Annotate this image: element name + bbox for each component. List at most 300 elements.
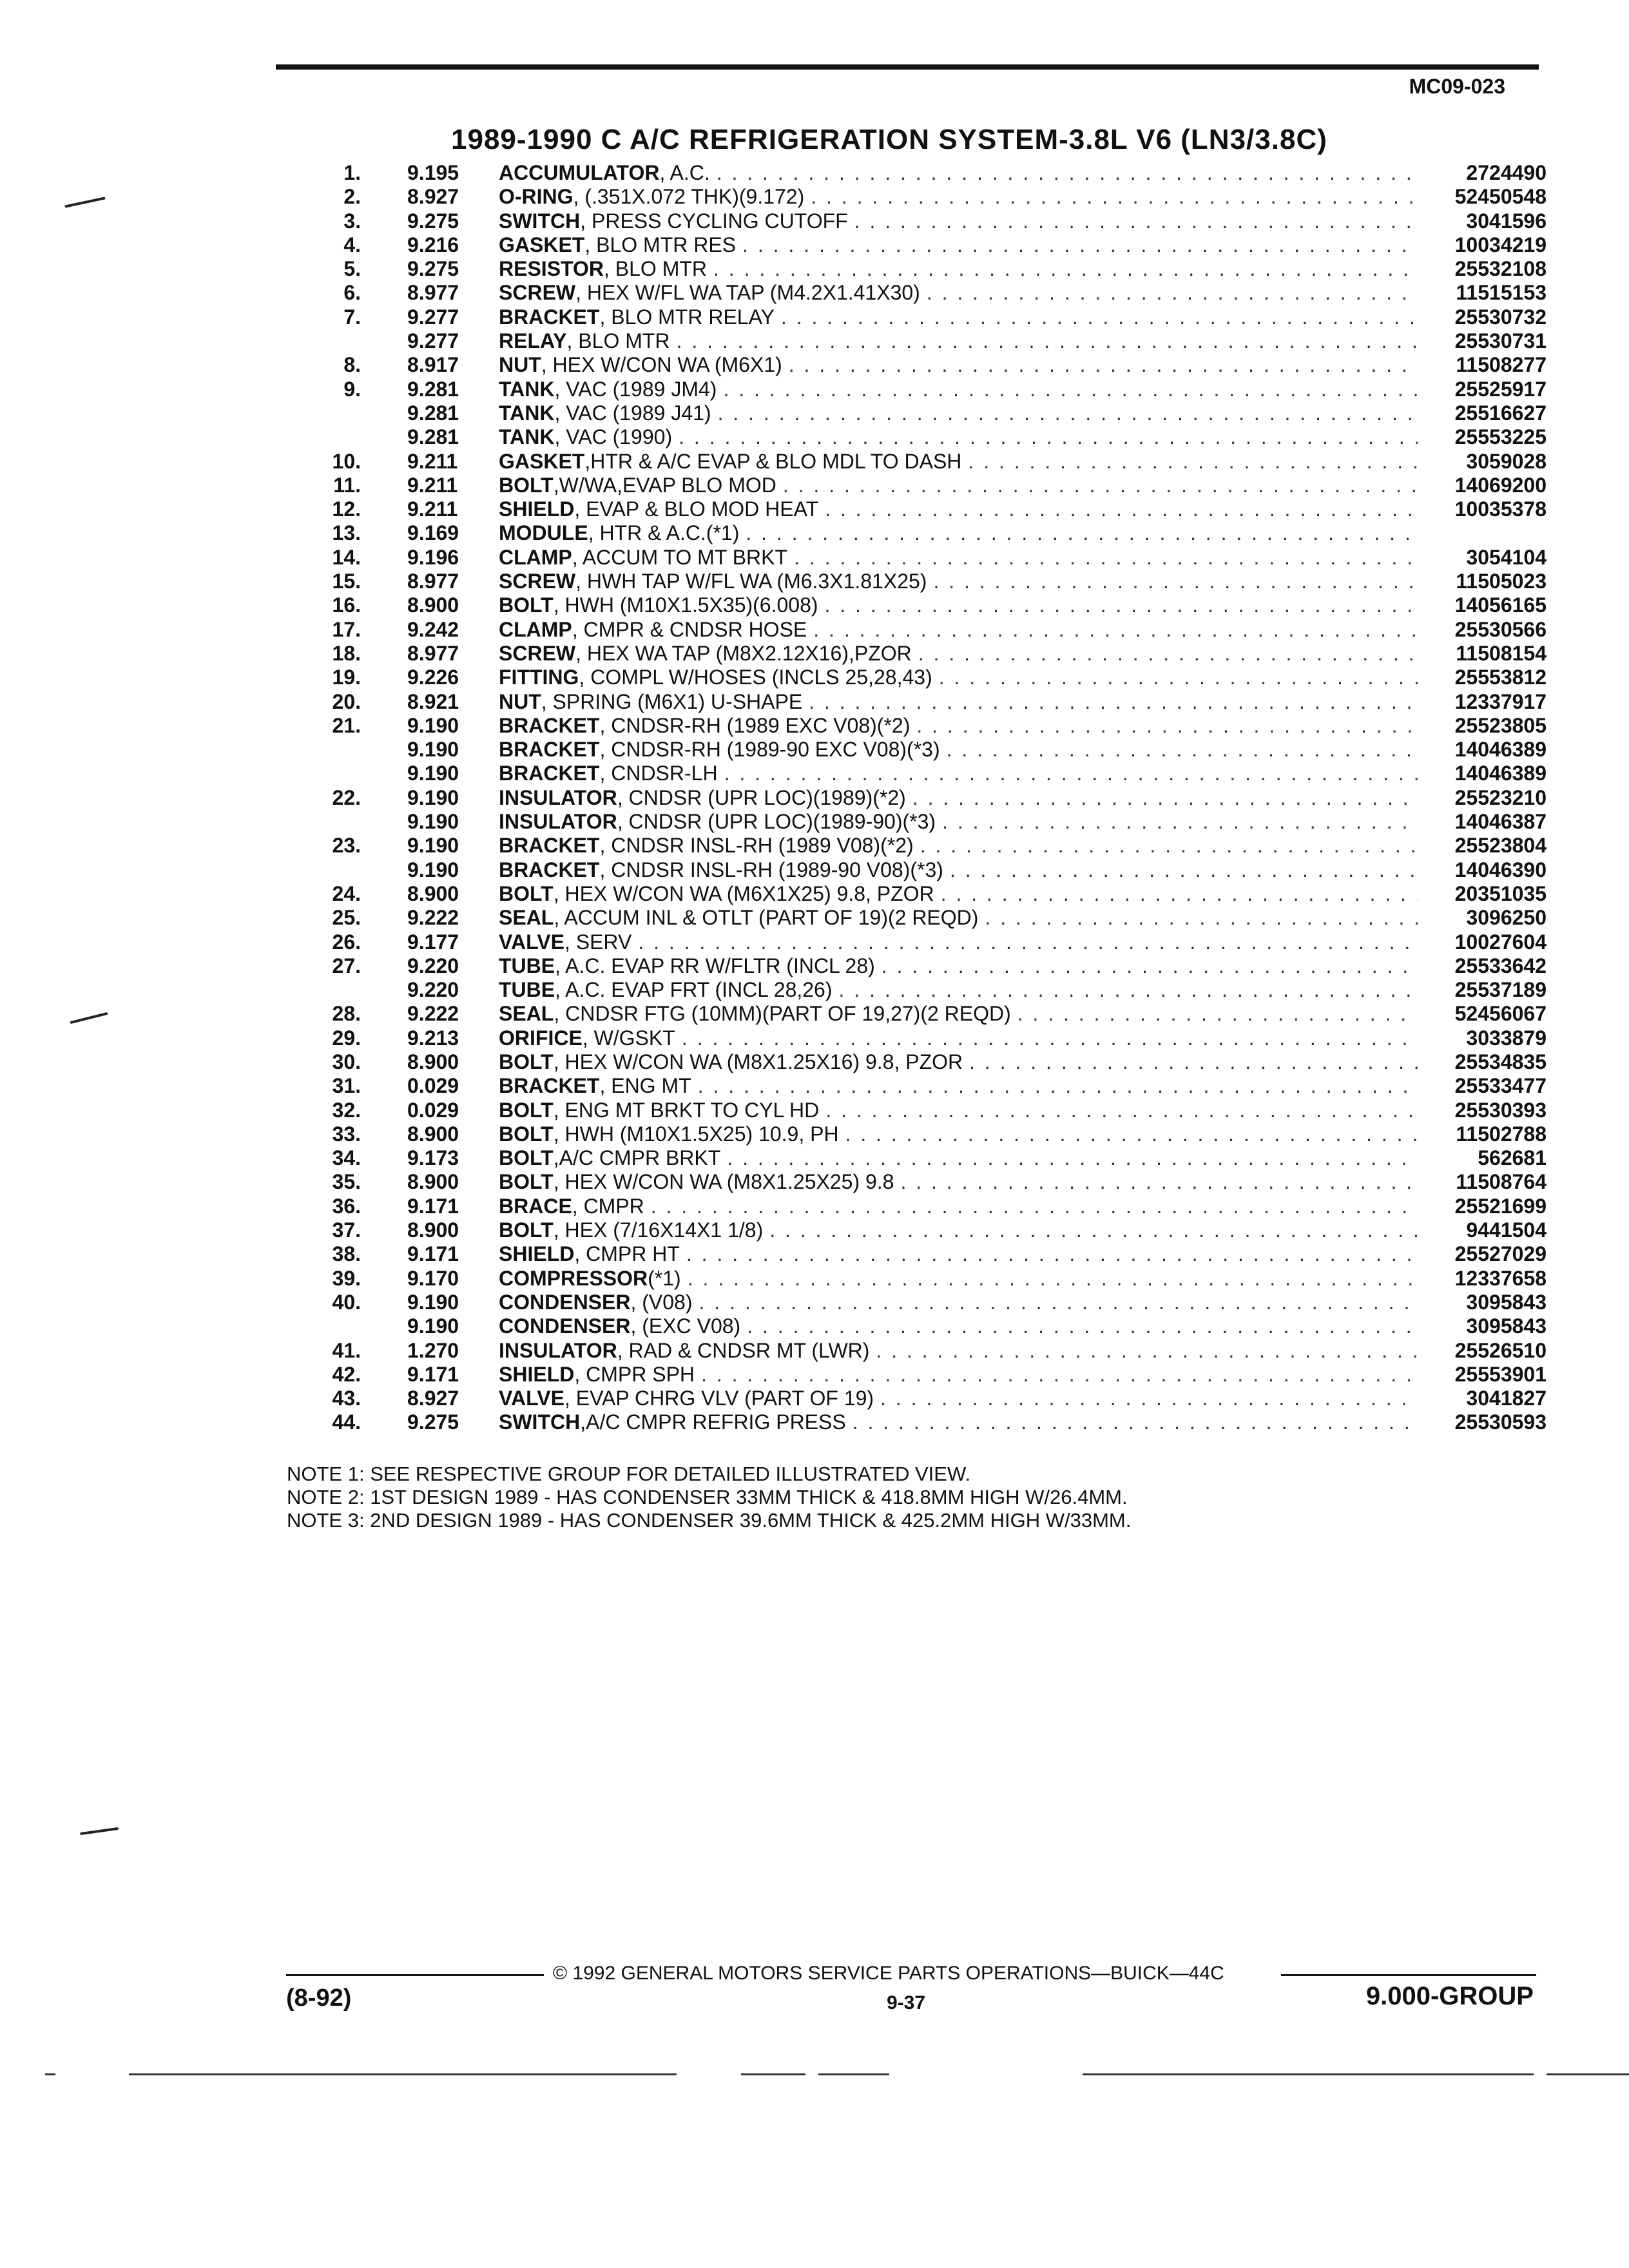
group-number: 9.190 bbox=[407, 785, 459, 809]
part-name: INSULATOR bbox=[499, 810, 617, 834]
part-detail: , CNDSR-RH (1989 EXC V08)(*2) bbox=[599, 713, 911, 737]
dot-leader bbox=[869, 1339, 1418, 1363]
part-name: CONDENSER bbox=[499, 1290, 631, 1314]
part-number: 25523210 bbox=[1454, 785, 1547, 809]
group-number: 9.277 bbox=[407, 329, 459, 353]
item-number: 24. bbox=[332, 881, 361, 905]
part-number: 11505023 bbox=[1456, 570, 1547, 593]
group-number: 8.927 bbox=[407, 1387, 459, 1410]
group-number: 1.270 bbox=[407, 1338, 459, 1362]
item-number: 25. bbox=[332, 906, 361, 930]
group-number: 9.222 bbox=[407, 906, 459, 930]
part-description bbox=[499, 1074, 1418, 1098]
part-detail: , CNDSR-LH bbox=[599, 762, 718, 785]
parts-row bbox=[296, 786, 1547, 810]
part-name: ACCUMULATOR bbox=[499, 161, 660, 184]
part-number: 3033879 bbox=[1466, 1026, 1547, 1050]
group-number: 9.220 bbox=[407, 954, 459, 977]
part-name: BRACKET bbox=[499, 762, 600, 785]
part-number: 25516627 bbox=[1454, 401, 1547, 425]
group-number: 9.190 bbox=[407, 713, 459, 737]
parts-row bbox=[296, 209, 1547, 233]
dot-leader bbox=[978, 906, 1418, 930]
item-number: 35. bbox=[332, 1170, 361, 1194]
part-number: 25525917 bbox=[1454, 377, 1547, 401]
part-description bbox=[499, 1170, 1418, 1194]
part-detail: , VAC (1989 J41) bbox=[554, 401, 711, 425]
part-number: 3054104 bbox=[1466, 545, 1547, 569]
dot-leader bbox=[787, 546, 1418, 570]
dot-leader bbox=[936, 810, 1418, 834]
group-number: 8.977 bbox=[407, 281, 459, 305]
part-description bbox=[499, 378, 1418, 401]
dot-leader bbox=[961, 450, 1418, 474]
dot-leader bbox=[906, 786, 1418, 810]
group-number: 8.977 bbox=[407, 641, 459, 665]
part-detail: , BLO MTR RELAY bbox=[599, 305, 775, 329]
part-name: SWITCH bbox=[499, 209, 581, 233]
group-number: 9.226 bbox=[407, 666, 459, 689]
part-detail: , (V08) bbox=[630, 1290, 693, 1314]
part-detail: , VAC (1990) bbox=[554, 425, 673, 449]
part-detail: , (EXC V08) bbox=[630, 1314, 741, 1338]
part-detail: , EVAP & BLO MOD HEAT bbox=[574, 497, 819, 521]
part-description bbox=[499, 281, 1418, 305]
hole-punch-mark-1 bbox=[64, 197, 105, 207]
item-number: 31. bbox=[332, 1074, 361, 1098]
parts-row bbox=[296, 305, 1547, 329]
item-number: 37. bbox=[332, 1218, 361, 1242]
item-number: 44. bbox=[332, 1410, 361, 1434]
dot-leader bbox=[914, 834, 1418, 858]
group-number: 9.190 bbox=[407, 858, 459, 881]
part-name: BOLT bbox=[499, 1098, 554, 1122]
part-name: TUBE bbox=[499, 978, 555, 1002]
group-number: 9.275 bbox=[407, 209, 459, 233]
part-description bbox=[499, 1410, 1418, 1434]
parts-row bbox=[296, 1410, 1547, 1434]
part-detail: , HWH (M10X1.5X35)(6.008) bbox=[553, 593, 818, 617]
dot-leader bbox=[644, 1195, 1418, 1218]
part-name: FITTING bbox=[499, 666, 579, 689]
part-name: INSULATOR bbox=[499, 1338, 617, 1362]
hole-punch-mark-3 bbox=[80, 1827, 119, 1835]
dot-leader bbox=[932, 666, 1418, 689]
group-number: 0.029 bbox=[407, 1074, 459, 1098]
group-number: 9.216 bbox=[407, 233, 459, 256]
dot-leader bbox=[963, 1050, 1418, 1074]
part-number: 10034219 bbox=[1454, 233, 1547, 256]
part-detail: , HEX W/FL WA TAP (M4.2X1.41X30) bbox=[575, 281, 920, 305]
part-number: 11508764 bbox=[1456, 1170, 1547, 1194]
part-number: 14046389 bbox=[1454, 738, 1547, 762]
part-description bbox=[499, 161, 1418, 185]
parts-row bbox=[296, 930, 1547, 954]
part-name: BRACKET bbox=[499, 834, 600, 858]
group-number: 9.281 bbox=[407, 377, 459, 401]
part-detail: , ENG MT bbox=[599, 1074, 691, 1098]
part-description bbox=[499, 305, 1418, 329]
part-description bbox=[499, 593, 1418, 617]
part-description bbox=[499, 209, 1418, 233]
part-description bbox=[499, 1314, 1418, 1338]
part-name: ORIFICE bbox=[499, 1026, 583, 1050]
scan-artifact-dash bbox=[45, 2073, 55, 2075]
part-number: 10027604 bbox=[1454, 930, 1547, 954]
part-description bbox=[499, 1387, 1418, 1410]
group-number: 9.177 bbox=[407, 930, 459, 954]
group-number: 9.195 bbox=[407, 161, 459, 184]
item-number: 36. bbox=[332, 1194, 361, 1218]
dot-leader bbox=[672, 425, 1418, 449]
item-number: 38. bbox=[332, 1242, 361, 1266]
part-description bbox=[499, 353, 1418, 377]
part-number: 25532108 bbox=[1454, 257, 1547, 281]
group-number: 8.977 bbox=[407, 570, 459, 593]
item-number: 26. bbox=[332, 930, 361, 954]
group-number: 9.171 bbox=[407, 1242, 459, 1266]
item-number: 33. bbox=[332, 1122, 361, 1146]
copyright-text: © 1992 GENERAL MOTORS SERVICE PARTS OPERATIONS—BUICK—44C bbox=[553, 1963, 1224, 1984]
parts-row bbox=[296, 1122, 1547, 1146]
part-detail: ,HTR & A/C EVAP & BLO MDL TO DASH bbox=[584, 449, 962, 473]
part-detail: (*1) bbox=[648, 1266, 681, 1290]
part-number: 52456067 bbox=[1454, 1002, 1547, 1026]
item-number: 8. bbox=[343, 353, 361, 377]
part-name: CLAMP bbox=[499, 617, 572, 641]
item-number: 32. bbox=[332, 1098, 361, 1122]
part-description bbox=[499, 834, 1418, 858]
part-detail: , CMPR & CNDSR HOSE bbox=[572, 617, 807, 641]
dot-leader bbox=[675, 1026, 1418, 1050]
item-number: 1. bbox=[343, 161, 361, 184]
part-description bbox=[499, 546, 1418, 570]
part-name: INSULATOR bbox=[499, 785, 617, 809]
part-name: BRACKET bbox=[499, 1074, 600, 1098]
part-description bbox=[499, 810, 1418, 834]
document-code: MC09-023 bbox=[1409, 75, 1505, 98]
parts-row bbox=[296, 666, 1547, 689]
group-number: 8.900 bbox=[407, 1122, 459, 1146]
part-description bbox=[499, 1146, 1418, 1170]
part-name: SHIELD bbox=[499, 1242, 575, 1266]
parts-list bbox=[296, 161, 1547, 1435]
part-number: 11502788 bbox=[1456, 1122, 1547, 1146]
part-number: 3041827 bbox=[1466, 1387, 1547, 1410]
dot-leader bbox=[740, 1314, 1418, 1338]
part-number: 25521699 bbox=[1454, 1194, 1547, 1218]
part-detail: ,A/C CMPR REFRIG PRESS bbox=[580, 1410, 846, 1434]
footer-rule-left bbox=[286, 1974, 544, 1976]
revision-date: (8-92) bbox=[286, 1984, 352, 2012]
part-number: 11508154 bbox=[1456, 641, 1547, 665]
parts-row bbox=[296, 570, 1547, 593]
group-number: 9.211 bbox=[407, 473, 458, 497]
part-name: MODULE bbox=[499, 521, 588, 545]
part-detail: , BLO MTR bbox=[604, 257, 708, 281]
dot-leader bbox=[920, 281, 1418, 305]
group-number: 8.900 bbox=[407, 881, 459, 905]
part-detail: , CNDSR-RH (1989-90 EXC V08)(*3) bbox=[599, 738, 940, 762]
part-name: BOLT bbox=[499, 593, 554, 617]
part-description bbox=[499, 1218, 1418, 1242]
part-number: 12337658 bbox=[1454, 1266, 1547, 1290]
part-detail: , HEX W/CON WA (M6X1X25) 9.8, PZOR bbox=[553, 881, 934, 905]
item-number: 41. bbox=[332, 1338, 361, 1362]
part-number: 25530566 bbox=[1454, 617, 1547, 641]
part-description bbox=[499, 401, 1418, 425]
part-description bbox=[499, 1050, 1418, 1074]
part-description bbox=[499, 882, 1418, 906]
parts-row bbox=[296, 1242, 1547, 1266]
parts-row bbox=[296, 1291, 1547, 1314]
part-number: 25553225 bbox=[1454, 425, 1547, 449]
notes-section bbox=[287, 1463, 1131, 1532]
item-number: 6. bbox=[343, 281, 361, 305]
dot-leader bbox=[776, 474, 1418, 497]
item-number: 2. bbox=[343, 185, 361, 209]
group-number: 8.900 bbox=[407, 1050, 459, 1073]
part-number: 3059028 bbox=[1466, 449, 1547, 473]
part-description bbox=[499, 425, 1418, 449]
part-description bbox=[499, 786, 1418, 810]
part-detail: , A.C. bbox=[659, 161, 710, 184]
dot-leader bbox=[912, 642, 1418, 666]
part-detail: , A.C. EVAP RR W/FLTR (INCL 28) bbox=[555, 954, 875, 977]
item-number: 19. bbox=[332, 666, 361, 689]
part-name: BRACKET bbox=[499, 305, 600, 329]
part-description bbox=[499, 1242, 1418, 1266]
parts-row bbox=[296, 546, 1547, 570]
part-name: BOLT bbox=[499, 1122, 554, 1146]
group-number: 8.900 bbox=[407, 1218, 459, 1242]
dot-leader bbox=[804, 185, 1418, 209]
part-name: SHIELD bbox=[499, 497, 575, 521]
part-name: SEAL bbox=[499, 1002, 554, 1026]
parts-row bbox=[296, 642, 1547, 666]
item-number: 22. bbox=[332, 785, 361, 809]
part-detail: , RAD & CNDSR MT (LWR) bbox=[617, 1338, 870, 1362]
part-name: VALVE bbox=[499, 1387, 564, 1410]
part-name: TANK bbox=[499, 377, 555, 401]
dot-leader bbox=[839, 1122, 1418, 1146]
page-title: 1989-1990 C A/C REFRIGERATION SYSTEM-3.8L V6 (LN3/3.8C) bbox=[451, 124, 1327, 155]
parts-row bbox=[296, 906, 1547, 930]
parts-row bbox=[296, 233, 1547, 257]
group-number: 9.275 bbox=[407, 1410, 459, 1434]
scan-artifact-line bbox=[1083, 2073, 1534, 2075]
part-description bbox=[499, 978, 1418, 1002]
dot-leader bbox=[681, 1267, 1418, 1291]
item-number: 10. bbox=[332, 449, 361, 473]
group-number: 9.190 bbox=[407, 762, 459, 785]
item-number: 11. bbox=[333, 473, 361, 497]
dot-leader bbox=[720, 1146, 1418, 1170]
part-detail: , CNDSR (UPR LOC)(1989)(*2) bbox=[617, 785, 906, 809]
dot-leader bbox=[775, 305, 1418, 329]
item-number: 16. bbox=[332, 593, 361, 617]
part-description bbox=[499, 497, 1418, 521]
parts-row bbox=[296, 810, 1547, 834]
parts-row bbox=[296, 1170, 1547, 1194]
footer-rule-right bbox=[1281, 1974, 1536, 1976]
part-number: 25523805 bbox=[1454, 713, 1547, 737]
dot-leader bbox=[818, 593, 1418, 617]
part-detail: , HEX (7/16X14X1 1/8) bbox=[553, 1218, 764, 1242]
parts-row bbox=[296, 738, 1547, 762]
dot-leader bbox=[670, 329, 1418, 353]
item-number: 30. bbox=[332, 1050, 361, 1073]
group-number: 9.281 bbox=[407, 401, 459, 425]
group-number: 8.921 bbox=[407, 689, 459, 713]
part-number: 52450548 bbox=[1454, 185, 1547, 209]
part-detail: , ENG MT BRKT TO CYL HD bbox=[553, 1098, 820, 1122]
part-description bbox=[499, 1002, 1418, 1026]
part-name: VALVE bbox=[499, 930, 564, 954]
part-description bbox=[499, 690, 1418, 714]
item-number: 12. bbox=[332, 497, 361, 521]
part-detail: , BLO MTR RES bbox=[584, 233, 737, 256]
parts-row bbox=[296, 425, 1547, 449]
scan-artifact-line bbox=[1547, 2073, 1629, 2075]
part-number: 11508277 bbox=[1456, 353, 1547, 377]
dot-leader bbox=[631, 930, 1418, 954]
dot-leader bbox=[940, 738, 1418, 762]
item-number: 27. bbox=[332, 954, 361, 977]
part-number: 10035378 bbox=[1454, 497, 1547, 521]
part-description bbox=[499, 1339, 1418, 1363]
part-name: TANK bbox=[499, 425, 555, 449]
item-number: 23. bbox=[332, 834, 361, 858]
group-label: 9.000-GROUP bbox=[1365, 1982, 1534, 2010]
part-detail: , HWH TAP W/FL WA (M6.3X1.81X25) bbox=[575, 570, 927, 593]
part-name: RELAY bbox=[499, 329, 567, 353]
part-detail: , HEX W/CON WA (M8X1.25X25) 9.8 bbox=[553, 1170, 894, 1194]
item-number: 40. bbox=[332, 1290, 361, 1314]
parts-row bbox=[296, 1339, 1547, 1363]
part-number: 25530731 bbox=[1454, 329, 1547, 353]
part-description bbox=[499, 1291, 1418, 1314]
group-number: 9.171 bbox=[407, 1194, 459, 1218]
part-detail: , W/GSKT bbox=[582, 1026, 675, 1050]
parts-row bbox=[296, 474, 1547, 497]
dot-leader bbox=[693, 1291, 1418, 1314]
parts-row bbox=[296, 1267, 1547, 1291]
part-name: NUT bbox=[499, 689, 541, 713]
part-description bbox=[499, 714, 1418, 738]
scan-artifact-line bbox=[741, 2073, 805, 2075]
item-number: 4. bbox=[343, 233, 361, 256]
item-number: 3. bbox=[343, 209, 361, 233]
part-description bbox=[499, 1195, 1418, 1218]
part-description bbox=[499, 1099, 1418, 1122]
dot-leader bbox=[894, 1170, 1418, 1194]
item-number: 17. bbox=[332, 617, 361, 641]
group-number: 8.900 bbox=[407, 593, 459, 617]
hole-punch-mark-2 bbox=[70, 1012, 108, 1024]
dot-leader bbox=[927, 570, 1418, 593]
dot-leader bbox=[717, 378, 1418, 401]
part-detail: , SPRING (M6X1) U-SHAPE bbox=[541, 689, 803, 713]
parts-row bbox=[296, 353, 1547, 377]
part-number: 25553901 bbox=[1454, 1362, 1547, 1386]
group-number: 9.222 bbox=[407, 1002, 459, 1026]
part-name: BOLT bbox=[499, 1170, 554, 1194]
parts-row bbox=[296, 1050, 1547, 1074]
parts-row bbox=[296, 1002, 1547, 1026]
part-number: 3096250 bbox=[1466, 906, 1547, 930]
group-number: 9.213 bbox=[407, 1026, 459, 1050]
dot-leader bbox=[710, 161, 1418, 185]
group-number: 8.917 bbox=[407, 353, 459, 377]
parts-row bbox=[296, 1195, 1547, 1218]
parts-row bbox=[296, 281, 1547, 305]
part-number: 25530732 bbox=[1454, 305, 1547, 329]
dot-leader bbox=[934, 882, 1418, 906]
group-number: 9.169 bbox=[407, 521, 459, 545]
part-detail: , CNDSR FTG (10MM)(PART OF 19,27)(2 REQD) bbox=[554, 1002, 1011, 1026]
part-detail: , HEX W/CON WA (M8X1.25X16) 9.8, PZOR bbox=[553, 1050, 963, 1073]
parts-row bbox=[296, 1218, 1547, 1242]
note-line: NOTE 3: 2ND DESIGN 1989 - HAS CONDENSER 39.6MM THICK & 425.2MM HIGH W/33MM. bbox=[287, 1509, 1132, 1532]
part-description bbox=[499, 233, 1418, 257]
part-description bbox=[499, 642, 1418, 666]
header-rule bbox=[276, 64, 1539, 70]
item-number: 34. bbox=[332, 1146, 361, 1170]
part-description bbox=[499, 762, 1418, 785]
part-name: SCREW bbox=[499, 570, 576, 593]
part-name: BRACKET bbox=[499, 713, 600, 737]
part-number: 14056165 bbox=[1454, 593, 1547, 617]
item-number: 42. bbox=[332, 1362, 361, 1386]
part-number: 12337917 bbox=[1454, 689, 1547, 713]
part-name: BOLT bbox=[499, 1146, 554, 1170]
dot-leader bbox=[807, 618, 1418, 642]
group-number: 0.029 bbox=[407, 1098, 459, 1122]
part-detail: , CMPR SPH bbox=[574, 1362, 695, 1386]
item-number: 7. bbox=[343, 305, 361, 329]
dot-leader bbox=[736, 233, 1418, 257]
dot-leader bbox=[802, 690, 1418, 714]
part-name: TUBE bbox=[499, 954, 555, 977]
group-number: 9.196 bbox=[407, 545, 459, 569]
part-name: O-RING bbox=[499, 185, 574, 209]
part-detail: , ACCUM TO MT BRKT bbox=[572, 545, 788, 569]
part-name: NUT bbox=[499, 353, 541, 377]
part-description bbox=[499, 570, 1418, 593]
parts-row bbox=[296, 954, 1547, 978]
parts-row bbox=[296, 882, 1547, 906]
group-number: 9.242 bbox=[407, 617, 459, 641]
part-description bbox=[499, 666, 1418, 689]
item-number: 39. bbox=[332, 1266, 361, 1290]
parts-row bbox=[296, 185, 1547, 209]
item-number: 20. bbox=[332, 689, 361, 713]
parts-row bbox=[296, 858, 1547, 882]
dot-leader bbox=[695, 1363, 1418, 1387]
dot-leader bbox=[848, 209, 1418, 233]
part-description bbox=[499, 930, 1418, 954]
parts-row bbox=[296, 1314, 1547, 1338]
item-number: 14. bbox=[332, 545, 361, 569]
part-description bbox=[499, 450, 1418, 474]
part-number: 25533642 bbox=[1454, 954, 1547, 977]
dot-leader bbox=[680, 1242, 1418, 1266]
parts-row bbox=[296, 401, 1547, 425]
note-line: NOTE 2: 1ST DESIGN 1989 - HAS CONDENSER 33MM THICK & 418.8MM HIGH W/26.4MM. bbox=[287, 1486, 1128, 1508]
part-name: TANK bbox=[499, 401, 555, 425]
parts-row bbox=[296, 714, 1547, 738]
